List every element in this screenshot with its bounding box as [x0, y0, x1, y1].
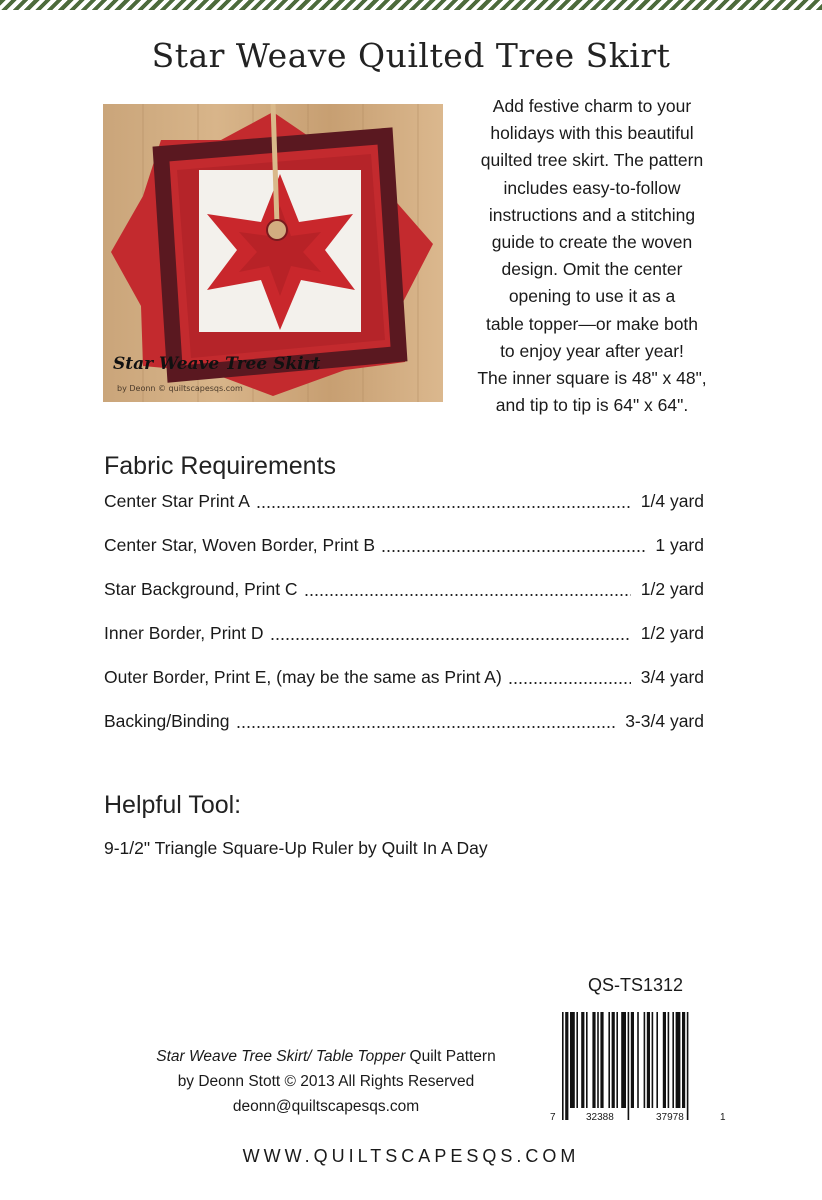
- product-photo: [103, 104, 443, 402]
- dot-leader: [508, 682, 631, 684]
- credits-block: [110, 1044, 542, 1119]
- fabric-item-amount: 1 yard: [655, 535, 704, 555]
- contact-email: deonn@quiltscapesqs.com: [232, 1098, 420, 1115]
- barcode-bar: [682, 1012, 685, 1108]
- barcode-group-left: 32388: [586, 1112, 614, 1123]
- fabric-item-name: Inner Border, Print D: [104, 623, 264, 643]
- barcode-bar: [612, 1012, 615, 1108]
- fabric-item-amount: 3-3/4 yard: [625, 711, 704, 731]
- website-url: WWW.QUILTSCAPESQS.COM: [242, 1146, 580, 1166]
- barcode-bar: [647, 1012, 650, 1108]
- barcode: [548, 1012, 728, 1130]
- photo-credit: by Deonn © quiltscapesqs.com: [117, 384, 243, 393]
- intro-line: to enjoy year after year!: [500, 340, 684, 361]
- intro-line: and tip to tip is 64" x 64".: [495, 395, 689, 416]
- barcode-bar: [586, 1012, 588, 1108]
- barcode-bar: [621, 1012, 626, 1108]
- fabric-item: [104, 491, 704, 517]
- product-sku: QS-TS1312: [588, 975, 684, 995]
- barcode-bar: [628, 1012, 630, 1120]
- intro-line: Add festive charm to your: [492, 96, 692, 116]
- fabric-item: [104, 711, 704, 737]
- helpful-tool-heading: Helpful Tool:: [104, 791, 242, 819]
- barcode-bar: [597, 1012, 599, 1108]
- fabric-item-name: Center Star Print A: [104, 491, 250, 511]
- intro-line: guide to create the woven: [491, 232, 693, 253]
- credits-pattern-line: [110, 1044, 542, 1069]
- barcode-group-right: 37978: [656, 1112, 684, 1123]
- barcode-bar: [600, 1012, 603, 1108]
- intro-line: includes easy-to-follow: [503, 177, 681, 198]
- barcode-bar: [637, 1012, 639, 1108]
- barcode-bar: [592, 1012, 595, 1108]
- barcode-bar: [581, 1012, 584, 1108]
- fabric-item-name: Outer Border, Print E, (may be the same as Print A): [104, 667, 502, 687]
- barcode-digit-first: 7: [550, 1112, 556, 1123]
- barcode-bar: [668, 1012, 670, 1108]
- barcode-bar: [676, 1012, 681, 1108]
- page-title: Star Weave Quilted Tree Skirt: [151, 36, 671, 75]
- fabric-item: [104, 667, 704, 693]
- decorative-top-border: [0, 0, 822, 10]
- pattern-name: Star Weave Tree Skirt/ Table Topper: [156, 1048, 406, 1065]
- fabric-item-name: Star Background, Print C: [104, 579, 298, 599]
- intro-line: holidays with this beautiful: [490, 123, 694, 144]
- helpful-tool-text: 9-1/2" Triangle Square-Up Ruler by Quilt In A Day: [104, 838, 488, 858]
- barcode-digit-last: 1: [720, 1112, 726, 1123]
- barcode-bar: [562, 1012, 564, 1120]
- barcode-bar: [644, 1012, 646, 1108]
- barcode-bar: [616, 1012, 618, 1108]
- dot-leader: [304, 594, 631, 596]
- barcode-bar: [656, 1012, 658, 1108]
- intro-description: [452, 93, 732, 419]
- intro-line: design. Omit the center: [501, 259, 683, 280]
- barcode-bar: [570, 1012, 575, 1108]
- fabric-item-name: Center Star, Woven Border, Print B: [104, 535, 376, 555]
- copyright-line: by Deonn Stott © 2013 All Rights Reserved: [177, 1073, 475, 1090]
- barcode-bar: [663, 1012, 666, 1108]
- fabric-item-amount: 1/4 yard: [640, 491, 704, 511]
- fabric-item-amount: 1/2 yard: [640, 579, 704, 599]
- fabric-item-amount: 3/4 yard: [640, 667, 704, 687]
- barcode-bar: [608, 1012, 610, 1108]
- fabric-item-amount: 1/2 yard: [640, 623, 704, 643]
- barcode-bar: [672, 1012, 674, 1108]
- intro-line: quilted tree skirt. The pattern: [480, 150, 704, 171]
- photo-caption: Star Weave Tree Skirt: [113, 354, 321, 374]
- fabric-requirements-heading: Fabric Requirements: [104, 452, 337, 480]
- fabric-item: [104, 535, 704, 561]
- pattern-suffix: Quilt Pattern: [405, 1048, 496, 1065]
- barcode-bar: [687, 1012, 689, 1120]
- dot-leader: [256, 506, 631, 508]
- dot-leader: [270, 638, 631, 640]
- dot-leader: [236, 726, 616, 728]
- fabric-item: [104, 579, 704, 605]
- barcode-bars: [548, 1012, 728, 1122]
- dot-leader: [381, 550, 645, 552]
- intro-line: table topper—or make both: [485, 313, 699, 334]
- barcode-bar: [565, 1012, 568, 1120]
- barcode-bar: [631, 1012, 634, 1108]
- fabric-item-name: Backing/Binding: [104, 711, 230, 731]
- intro-line: The inner square is 48" x 48",: [477, 368, 707, 389]
- fabric-item: [104, 623, 704, 649]
- barcode-bar: [652, 1012, 654, 1108]
- barcode-bar: [576, 1012, 578, 1108]
- intro-line: instructions and a stitching: [488, 204, 696, 225]
- intro-line: opening to use it as a: [508, 286, 676, 307]
